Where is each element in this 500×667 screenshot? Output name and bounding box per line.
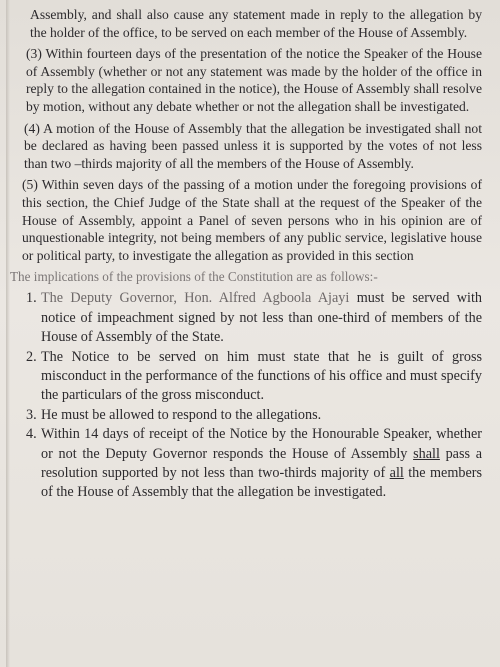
list-item-text: The Notice to be served on him must state that he is guilt of gross misconduct in the performance of the functions of his office and must specify the particulars of the gross misconduct. — [41, 348, 482, 404]
list-number: 1. — [26, 290, 37, 307]
implications-list — [27, 289, 482, 502]
list-number: 4. — [26, 426, 37, 443]
list-item-text: Within 14 days of receipt of the Notice by the Honourable Speaker, whether or not the Deputy Governor responds the House of Assembly — [41, 426, 482, 462]
underlined-shall: shall — [413, 445, 440, 462]
list-number: 3. — [26, 406, 37, 423]
underlined-all: all — [389, 464, 404, 481]
paragraph-continuation: Assembly, and shall also cause any statement made in reply to the allegation by the holder of the office, to be served on each member of the House of Assembly. — [30, 7, 482, 40]
list-item — [27, 406, 482, 425]
list-item-text: must be served with notice of impeachment signed by not less than one-third of members of the House of Assembly of the State. — [41, 290, 482, 346]
deputy-governor-name: The Deputy Governor, Hon. Alfred Agboola Ajayi — [41, 290, 350, 307]
list-item-text: pass a resolution supported by not less than two-thirds majority of — [41, 445, 482, 481]
list-item — [27, 348, 482, 406]
list-number: 2. — [26, 348, 37, 365]
page-edge-shadow — [6, 0, 10, 667]
implications-intro: The implications of the provisions of the Constitution are as follows:- — [10, 269, 378, 285]
list-item-text: the members of the House of Assembly that the allegation be investigated. — [41, 464, 482, 501]
list-item-text: He must be allowed to respond to the allegations. — [41, 406, 322, 423]
paragraph-subsection-5: (5) Within seven days of the passing of a motion under the foregoing provisions of this section, the Chief Judge of the State shall at the request of the Speaker of the House of Assembly, appoint a Panel of seven persons who in his opinion are of unquestionable integrity, not being members of any public service, legislative house or political party, to investigate the allegation as provided in this section — [22, 177, 482, 263]
paragraph-subsection-3: (3) Within fourteen days of the presentation of the notice the Speaker of the House of Assembly (whether or not any statement was made by the holder of the office in reply to the allegation contained in the notice), the House of Assembly shall resolve by motion, without any debate whether or not the allegation shall be investigated. — [26, 46, 482, 114]
paragraph-subsection-4: (4) A motion of the House of Assembly that the allegation be investigated shall not be declared as having been passed unless it is supported by the votes of not less than two –thirds majority of all the members of the House of Assembly. — [24, 120, 482, 171]
list-item — [27, 425, 482, 503]
list-item — [27, 289, 482, 347]
